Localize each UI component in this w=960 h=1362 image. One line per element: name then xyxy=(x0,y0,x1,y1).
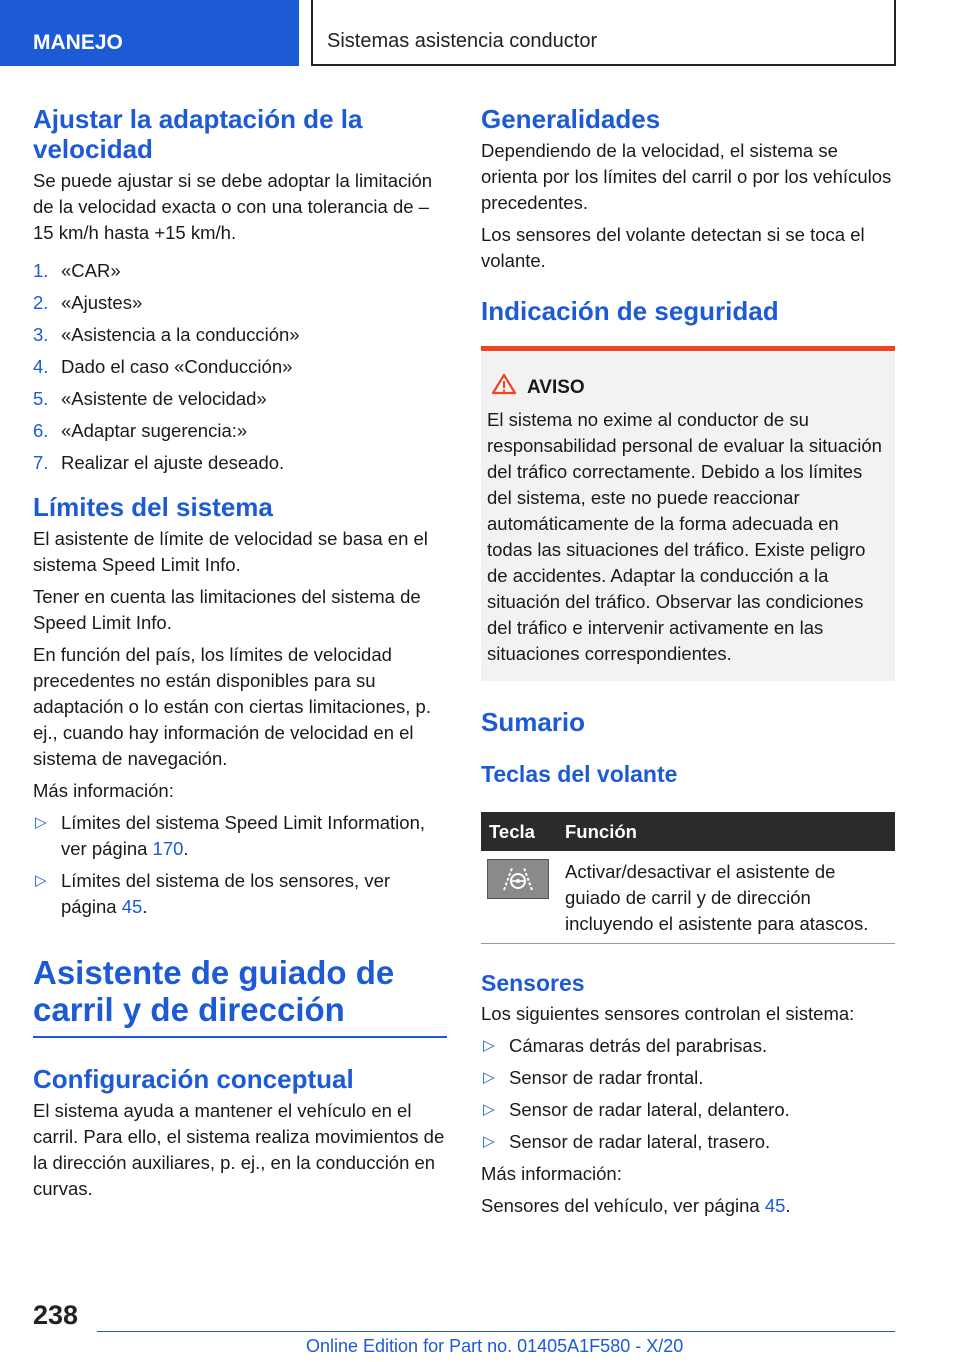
paragraph-sensores: Los siguientes sensores controlan el sistema: xyxy=(481,1003,855,1024)
footer-divider xyxy=(97,1331,895,1332)
section-title: Sistemas asistencia conductor xyxy=(311,0,896,66)
paragraph-general-1: Dependiendo de la velocidad, el sistema se orienta por los límites del carril o por los vehículos precedentes. xyxy=(481,140,892,213)
step-number: 4. xyxy=(33,356,49,377)
key-cell xyxy=(481,851,557,944)
page-link[interactable]: 45 xyxy=(121,896,143,917)
table-header-row xyxy=(481,812,895,851)
list-item xyxy=(33,386,447,412)
page-link[interactable]: 170 xyxy=(152,838,184,859)
step-text: Realizar el ajuste deseado. xyxy=(61,452,285,473)
sensor-text: Sensor de radar frontal. xyxy=(509,1067,704,1088)
triangle-bullet-icon: ▷ xyxy=(483,1037,495,1054)
step-number: 5. xyxy=(33,388,49,409)
page-number: 238 xyxy=(33,1300,79,1330)
paragraph-limites-1: El asistente de límite de velocidad se basa en el sistema Speed Limit Info. xyxy=(33,528,428,575)
heading-teclas: Teclas del volante xyxy=(481,761,678,787)
step-text: «Asistencia a la conducción» xyxy=(61,324,300,345)
more-info-label: Más información: xyxy=(33,780,174,801)
warning-text: El sistema no exime al conductor de su responsabilidad personal de evaluar la situación del tráfico correctamente. Debido a los límites del sistema, este no puede reaccionar automáticamente de la forma adecuada en todas las situaciones del tráfico. Existe peligro de accidentes. Adaptar la conducción a la situación del tráfico. Observar las condiciones del tráfico e intervenir activamente en las situaciones correspondientes. xyxy=(487,409,882,664)
chapter-tab: MANEJO xyxy=(0,0,299,66)
step-number: 1. xyxy=(33,260,49,281)
list-item xyxy=(33,450,447,476)
right-column xyxy=(481,100,895,1219)
list-item xyxy=(33,322,447,348)
page-link[interactable]: 45 xyxy=(764,1195,786,1216)
list-item xyxy=(481,1097,895,1123)
ref-text: Límites del sistema de los sensores, ver página xyxy=(61,870,391,917)
keys-table xyxy=(481,812,895,944)
left-column xyxy=(33,100,447,1202)
column-header-key: Tecla xyxy=(481,812,557,851)
step-text: Dado el caso «Conducción» xyxy=(61,356,293,377)
step-number: 3. xyxy=(33,324,49,345)
sensor-text: Sensor de radar lateral, delantero. xyxy=(509,1099,790,1120)
list-item xyxy=(481,1129,895,1155)
paragraph-limites-2: Tener en cuenta las limitaciones del sistema de Speed Limit Info. xyxy=(33,586,421,633)
step-number: 7. xyxy=(33,452,49,473)
warning-title: AVISO xyxy=(527,377,585,399)
warning-box xyxy=(481,346,895,681)
triangle-bullet-icon: ▷ xyxy=(483,1069,495,1086)
list-item xyxy=(33,290,447,316)
warning-triangle-icon xyxy=(491,373,517,403)
sensors-reference: Sensores del vehículo, ver página 45. xyxy=(481,1195,791,1216)
ref-text: Límites del sistema Speed Limit Information, ver página xyxy=(61,812,425,859)
paragraph-limites-3: En función del país, los límites de velocidad precedentes no están disponibles para su adaptación o lo están con ciertas limitaciones, p. ej., cuando hay información de velocidad en el sistema de navegación. xyxy=(33,644,431,769)
heading-sumario: Sumario xyxy=(481,707,586,737)
table-row xyxy=(481,851,895,944)
step-number: 2. xyxy=(33,292,49,313)
triangle-bullet-icon: ▷ xyxy=(483,1133,495,1150)
heading-sensores: Sensores xyxy=(481,970,585,996)
step-text: «Adaptar sugerencia:» xyxy=(61,420,248,441)
lane-assist-button-icon xyxy=(487,859,549,899)
paragraph-general-2: Los sensores del volante detectan si se toca el volante. xyxy=(481,224,865,271)
paragraph-ajustar: Se puede ajustar si se debe adoptar la limitación de la velocidad exacta o con una tolerancia de –15 km/h hasta +15 km/h. xyxy=(33,170,433,243)
heading-general: Generalidades xyxy=(481,104,661,134)
triangle-bullet-icon: ▷ xyxy=(35,814,47,831)
column-header-function: Función xyxy=(557,812,895,851)
more-info-label: Más información: xyxy=(481,1163,622,1184)
list-item xyxy=(481,1033,895,1059)
sensor-text: Sensor de radar lateral, trasero. xyxy=(509,1131,771,1152)
list-item xyxy=(33,354,447,380)
edition-label: Online Edition for Part no. 01405A1F580 - X/20 xyxy=(306,1336,684,1356)
list-item xyxy=(33,258,447,284)
heading-config: Configuración conceptual xyxy=(33,1064,354,1094)
steps-list xyxy=(33,258,447,476)
sensors-list xyxy=(481,1033,895,1155)
triangle-bullet-icon: ▷ xyxy=(483,1101,495,1118)
function-cell: Activar/desactivar el asistente de guiado de carril y de dirección incluyendo el asistente para atascos. xyxy=(557,851,895,944)
sensor-text: Cámaras detrás del parabrisas. xyxy=(509,1035,768,1056)
heading-underline xyxy=(33,1036,447,1038)
list-item xyxy=(33,418,447,444)
reference-list xyxy=(33,810,447,920)
ref-text: Sensores del vehículo, ver página xyxy=(481,1195,765,1216)
paragraph-config: El sistema ayuda a mantener el vehículo en el carril. Para ello, el sistema realiza movimientos de la dirección auxiliares, p. ej., en la conducción en curvas. xyxy=(33,1100,445,1199)
list-item: ▷ Límites del sistema Speed Limit Information, ver página 170. xyxy=(35,812,425,859)
heading-seguridad: Indicación de seguridad xyxy=(481,296,779,326)
step-text: «CAR» xyxy=(61,260,121,281)
step-text: «Asistente de velocidad» xyxy=(61,388,267,409)
list-item xyxy=(481,1065,895,1091)
heading-asistente: Asistente de guiado de carril y de dirección xyxy=(33,954,395,1028)
triangle-bullet-icon: ▷ xyxy=(35,872,47,889)
step-text: «Ajustes» xyxy=(61,292,143,313)
heading-ajustar: Ajustar la adaptación de la velocidad xyxy=(33,104,363,164)
step-number: 6. xyxy=(33,420,49,441)
heading-limites: Límites del sistema xyxy=(33,492,273,522)
list-item: ▷ Límites del sistema de los sensores, ver página 45. xyxy=(35,870,391,917)
warning-title-row xyxy=(487,373,885,403)
